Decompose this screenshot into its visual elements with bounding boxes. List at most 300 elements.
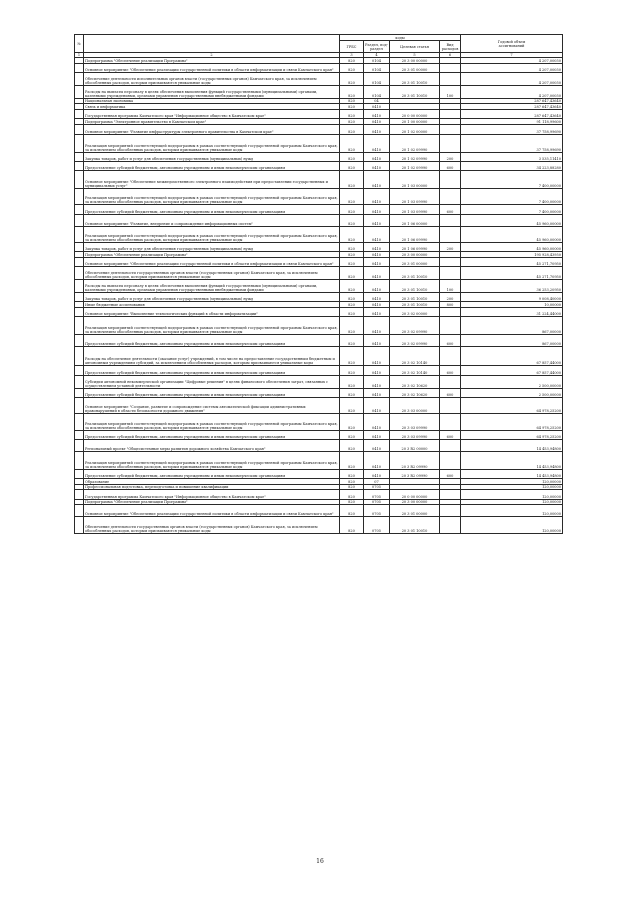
row-name: Предоставление субсидий бюджетным, автономным учреждениям и иным некоммерческим организациям bbox=[84, 161, 340, 170]
row-section: 0410 bbox=[364, 431, 390, 440]
row-grbs: 820 bbox=[340, 317, 364, 335]
row-section: 0410 bbox=[364, 214, 390, 226]
row-vid bbox=[440, 171, 461, 189]
row-vid bbox=[440, 490, 461, 499]
row-name: Реализация мероприятий соответствующей подпрограммы в рамках соответствующей государственной программы Камчатского края, за исключением обособленных расходов, которым присваиваются уникальные коды bbox=[84, 317, 340, 335]
row-section: 0104 bbox=[364, 63, 390, 72]
table-row bbox=[75, 308, 563, 317]
row-name: Закупка товаров, работ и услуг для обеспечения государственных (муниципальных) нужд bbox=[84, 152, 340, 161]
row-vid bbox=[440, 505, 461, 517]
row-name: Основное мероприятие "Создание, развитие и сопровождение системы автоматической фиксации административных правонарушений в области безопасности дорожного движения" bbox=[84, 397, 340, 414]
row-section: 0410 bbox=[364, 375, 390, 388]
row-sum: 7 400,00000 bbox=[461, 171, 563, 189]
row-target: 20 3 01 10010 bbox=[390, 280, 440, 293]
row-sum: 4 207,00050 bbox=[461, 85, 563, 98]
table-body bbox=[75, 58, 563, 534]
row-grbs: 820 bbox=[340, 205, 364, 214]
row-grbs: 820 bbox=[340, 334, 364, 346]
row-grbs: 820 bbox=[340, 397, 364, 414]
row-grbs: 820 bbox=[340, 58, 364, 64]
row-target: 20 3 02 10140 bbox=[390, 346, 440, 365]
row-number bbox=[75, 72, 84, 85]
row-section: 0104 bbox=[364, 58, 390, 64]
row-grbs: 820 bbox=[340, 171, 364, 189]
row-number bbox=[75, 63, 84, 72]
row-number bbox=[75, 280, 84, 293]
row-number bbox=[75, 205, 84, 214]
row-target: 20 3 00 00000 bbox=[390, 499, 440, 505]
row-number bbox=[75, 267, 84, 280]
row-grbs: 820 bbox=[340, 119, 364, 125]
row-section: 0410 bbox=[364, 161, 390, 170]
row-section: 0410 bbox=[364, 440, 390, 452]
row-name: Обеспечение деятельности государственных органов власти (государственных органов) Камчатского края, за исключением обособленных расходов, которым присваиваются уникальные коды bbox=[84, 517, 340, 534]
row-vid: 100 bbox=[440, 85, 461, 98]
row-target: 20 3 02 10620 bbox=[390, 375, 440, 388]
table-row bbox=[75, 431, 563, 440]
row-sum: 195 928,43950 bbox=[461, 252, 563, 258]
table-row bbox=[75, 124, 563, 134]
row-sum: 37 758,99690 bbox=[461, 135, 563, 153]
row-grbs: 820 bbox=[340, 479, 364, 485]
row-grbs: 820 bbox=[340, 226, 364, 243]
row-number bbox=[75, 308, 84, 317]
col-index: 1 bbox=[75, 53, 84, 58]
row-number bbox=[75, 375, 84, 388]
row-section: 0410 bbox=[364, 205, 390, 214]
row-number bbox=[75, 431, 84, 440]
row-section: 0410 bbox=[364, 469, 390, 478]
row-section: 0410 bbox=[364, 452, 390, 470]
row-number bbox=[75, 440, 84, 452]
row-sum: 45 271,70950 bbox=[461, 267, 563, 280]
row-target: 20 3 01 10010 bbox=[390, 72, 440, 85]
table-row bbox=[75, 317, 563, 335]
row-grbs: 820 bbox=[340, 243, 364, 252]
row-sum: 7 400,00000 bbox=[461, 188, 563, 205]
row-vid: 600 bbox=[440, 161, 461, 170]
row-target: 20 3 R2 09990 bbox=[390, 452, 440, 470]
col-number-header: № bbox=[75, 35, 84, 53]
row-section: 0410 bbox=[364, 243, 390, 252]
row-name: Связь и информатика bbox=[84, 104, 340, 110]
row-vid bbox=[440, 440, 461, 452]
row-name: Закупка товаров, работ и услуг для обеспечения государственных (муниципальных) нужд bbox=[84, 243, 340, 252]
row-target: 20 1 06 09990 bbox=[390, 243, 440, 252]
row-grbs: 820 bbox=[340, 375, 364, 388]
table-row bbox=[75, 469, 563, 478]
row-target: 20 3 02 00000 bbox=[390, 308, 440, 317]
table-row bbox=[75, 161, 563, 170]
row-sum: 120,00000 bbox=[461, 484, 563, 490]
row-section: 04 bbox=[364, 98, 390, 104]
row-section: 0410 bbox=[364, 280, 390, 293]
row-number bbox=[75, 214, 84, 226]
row-name: Расходы на выплаты персоналу в целях обеспечения выполнения функций государственными (муниципальными) органами, казенными учреждениями, органами управления государственными внебюджетными фондами bbox=[84, 280, 340, 293]
row-vid bbox=[440, 452, 461, 470]
row-section: 0410 bbox=[364, 366, 390, 375]
row-vid bbox=[440, 124, 461, 134]
row-grbs: 820 bbox=[340, 293, 364, 302]
row-target: 20 3 02 10140 bbox=[390, 366, 440, 375]
col-grbs-header: ГРБС bbox=[340, 41, 364, 53]
row-grbs: 820 bbox=[340, 98, 364, 104]
row-grbs: 820 bbox=[340, 258, 364, 267]
row-grbs: 820 bbox=[340, 346, 364, 365]
row-vid bbox=[440, 375, 461, 388]
row-vid bbox=[440, 267, 461, 280]
row-target: 20 3 01 00000 bbox=[390, 505, 440, 517]
row-vid: 600 bbox=[440, 366, 461, 375]
row-name: Основное мероприятие "Обеспечение реализации государственной политики в области информатизации и связи Камчатского края" bbox=[84, 258, 340, 267]
row-name: Реализация мероприятий соответствующей подпрограммы в рамках соответствующей государственной программы Камчатского края, за исключением обособленных расходов, которым присваиваются уникальные коды bbox=[84, 414, 340, 431]
row-section: 0104 bbox=[364, 72, 390, 85]
row-number bbox=[75, 188, 84, 205]
table-row bbox=[75, 109, 563, 118]
row-sum: 120,00000 bbox=[461, 499, 563, 505]
row-sum: 37 758,99690 bbox=[461, 124, 563, 134]
row-vid: 600 bbox=[440, 431, 461, 440]
col-index: 3 bbox=[340, 53, 364, 58]
row-grbs: 820 bbox=[340, 280, 364, 293]
row-grbs: 820 bbox=[340, 124, 364, 134]
row-grbs: 820 bbox=[340, 85, 364, 98]
row-target: 20 3 01 10010 bbox=[390, 517, 440, 534]
row-sum: 4 207,00050 bbox=[461, 58, 563, 64]
row-sum: 2 500,00000 bbox=[461, 388, 563, 397]
row-name: Национальная экономика bbox=[84, 98, 340, 104]
row-number bbox=[75, 317, 84, 335]
row-sum: 9 008,40000 bbox=[461, 293, 563, 302]
table-header bbox=[75, 35, 563, 58]
row-section: 0410 bbox=[364, 302, 390, 308]
row-number bbox=[75, 469, 84, 478]
row-vid: 600 bbox=[440, 388, 461, 397]
row-vid bbox=[440, 346, 461, 365]
row-section: 0410 bbox=[364, 308, 390, 317]
table-row bbox=[75, 280, 563, 293]
row-number bbox=[75, 85, 84, 98]
row-vid: 600 bbox=[440, 469, 461, 478]
table-row bbox=[75, 258, 563, 267]
row-sum: 120,00000 bbox=[461, 479, 563, 485]
row-target: 20 3 01 10010 bbox=[390, 302, 440, 308]
row-vid bbox=[440, 72, 461, 85]
row-number bbox=[75, 366, 84, 375]
row-grbs: 820 bbox=[340, 152, 364, 161]
row-grbs: 820 bbox=[340, 104, 364, 110]
row-sum: 120,00000 bbox=[461, 490, 563, 499]
row-sum: 45 960,00000 bbox=[461, 243, 563, 252]
row-sum: 67 857,44000 bbox=[461, 366, 563, 375]
row-grbs: 820 bbox=[340, 452, 364, 470]
row-sum: 36 253,20950 bbox=[461, 280, 563, 293]
row-grbs: 820 bbox=[340, 505, 364, 517]
row-section: 0410 bbox=[364, 397, 390, 414]
row-name: Основное мероприятие "Развитие, внедрение и сопровождение информационных систем" bbox=[84, 214, 340, 226]
row-target: 20 1 03 09990 bbox=[390, 188, 440, 205]
row-target: 20 1 03 09990 bbox=[390, 205, 440, 214]
row-vid bbox=[440, 135, 461, 153]
row-vid bbox=[440, 188, 461, 205]
row-section: 0410 bbox=[364, 258, 390, 267]
table-row bbox=[75, 397, 563, 414]
table-row bbox=[75, 243, 563, 252]
budget-table bbox=[74, 34, 563, 534]
row-target: 20 3 02 09990 bbox=[390, 317, 440, 335]
row-number bbox=[75, 226, 84, 243]
row-name: Реализация мероприятий соответствующей подпрограммы в рамках соответствующей государственной программы Камчатского края, за исключением обособленных расходов, которым присваиваются уникальные коды bbox=[84, 226, 340, 243]
row-vid: 600 bbox=[440, 205, 461, 214]
row-vid bbox=[440, 226, 461, 243]
table-row bbox=[75, 388, 563, 397]
row-sum: 64 978,25200 bbox=[461, 414, 563, 431]
row-target: 20 1 02 09990 bbox=[390, 161, 440, 170]
row-sum: 34 223,88280 bbox=[461, 161, 563, 170]
row-section: 0410 bbox=[364, 119, 390, 125]
row-grbs: 820 bbox=[340, 431, 364, 440]
row-grbs: 820 bbox=[340, 388, 364, 397]
row-number bbox=[75, 505, 84, 517]
col-index: 6 bbox=[440, 53, 461, 58]
row-sum: 287 647,43640 bbox=[461, 104, 563, 110]
row-number bbox=[75, 517, 84, 534]
row-number bbox=[75, 124, 84, 134]
row-name: Основное мероприятие "Обеспечение реализации государственной политики в области информатизации и связи Камчатского края" bbox=[84, 505, 340, 517]
row-number bbox=[75, 258, 84, 267]
row-target: 20 1 06 09990 bbox=[390, 226, 440, 243]
row-sum: 31 224,44000 bbox=[461, 308, 563, 317]
row-name: Закупка товаров, работ и услуг для обеспечения государственных (муниципальных) нужд bbox=[84, 293, 340, 302]
row-name: Подпрограмма "Обеспечение реализации Программы" bbox=[84, 58, 340, 64]
row-number bbox=[75, 161, 84, 170]
row-section: 0705 bbox=[364, 490, 390, 499]
table-row bbox=[75, 452, 563, 470]
table-row bbox=[75, 346, 563, 365]
row-name: Обеспечение деятельности государственных органов власти (государственных органов) Камчатского края, за исключением обособленных расходов, которым присваиваются уникальные коды bbox=[84, 267, 340, 280]
row-name: Реализация мероприятий соответствующей подпрограммы в рамках соответствующей государственной программы Камчатского края, за исключением обособленных расходов, которым присваиваются уникальные коды bbox=[84, 135, 340, 153]
row-grbs: 820 bbox=[340, 469, 364, 478]
row-sum: 867,00000 bbox=[461, 334, 563, 346]
row-grbs: 820 bbox=[340, 308, 364, 317]
row-grbs: 820 bbox=[340, 135, 364, 153]
row-grbs: 820 bbox=[340, 414, 364, 431]
row-target: 20 3 03 09990 bbox=[390, 414, 440, 431]
row-vid: 600 bbox=[440, 334, 461, 346]
row-grbs: 820 bbox=[340, 252, 364, 258]
row-target: 20 3 00 00000 bbox=[390, 58, 440, 64]
row-sum: 67 857,44000 bbox=[461, 346, 563, 365]
row-grbs: 820 bbox=[340, 267, 364, 280]
table-row bbox=[75, 267, 563, 280]
row-number bbox=[75, 293, 84, 302]
table-row bbox=[75, 72, 563, 85]
row-target: 20 1 06 00000 bbox=[390, 214, 440, 226]
row-number bbox=[75, 109, 84, 118]
row-name: Основное мероприятие "Обеспечение межведомственного электронного взаимодействия при предоставлении государственных и муниципальных услуг" bbox=[84, 171, 340, 189]
row-name: Реализация мероприятий соответствующей подпрограммы в рамках соответствующей государственной программы Камчатского края, за исключением обособленных расходов, которым присваиваются уникальные коды bbox=[84, 452, 340, 470]
row-name: Субсидии автономной некоммерческой организации "Цифровые решения" в целях финансового обеспечения затрат, связанных с осуществлением уставной деятельности bbox=[84, 375, 340, 388]
row-grbs: 820 bbox=[340, 366, 364, 375]
table-row bbox=[75, 366, 563, 375]
row-sum: 4 207,00050 bbox=[461, 63, 563, 72]
row-vid bbox=[440, 397, 461, 414]
row-section: 0410 bbox=[364, 188, 390, 205]
table-row bbox=[75, 214, 563, 226]
row-target: 20 3 03 00000 bbox=[390, 397, 440, 414]
row-grbs: 820 bbox=[340, 214, 364, 226]
row-section: 0410 bbox=[364, 104, 390, 110]
row-name: Иные бюджетные ассигнования bbox=[84, 302, 340, 308]
row-number bbox=[75, 388, 84, 397]
row-number bbox=[75, 452, 84, 470]
row-sum: 91 118,99600 bbox=[461, 119, 563, 125]
row-name: Предоставление субсидий бюджетным, автономным учреждениям и иным некоммерческим организациям bbox=[84, 388, 340, 397]
row-name: Основное мероприятие "Выполнение технологических функций в области информатизации" bbox=[84, 308, 340, 317]
document-page bbox=[74, 34, 562, 534]
row-target: 20 0 00 00000 bbox=[390, 109, 440, 118]
row-number bbox=[75, 414, 84, 431]
row-vid bbox=[440, 517, 461, 534]
table-row bbox=[75, 152, 563, 161]
row-sum: 10,00000 bbox=[461, 302, 563, 308]
table-row bbox=[75, 375, 563, 388]
row-section: 0410 bbox=[364, 317, 390, 335]
col-index: 4 bbox=[364, 53, 390, 58]
row-section: 0410 bbox=[364, 267, 390, 280]
row-section: 0410 bbox=[364, 135, 390, 153]
row-vid bbox=[440, 214, 461, 226]
codes-group-header: коды bbox=[340, 35, 461, 41]
row-vid: 200 bbox=[440, 152, 461, 161]
col-name-header bbox=[84, 35, 340, 53]
row-name: Основное мероприятие "Развитие инфраструктуры электронного правительства в Камчатском крае" bbox=[84, 124, 340, 134]
row-vid: 200 bbox=[440, 293, 461, 302]
row-sum: 287 647,43640 bbox=[461, 98, 563, 104]
table-row bbox=[75, 440, 563, 452]
table-row bbox=[75, 414, 563, 431]
row-vid bbox=[440, 317, 461, 335]
row-grbs: 820 bbox=[340, 440, 364, 452]
row-name: Предоставление субсидий бюджетным, автономным учреждениям и иным некоммерческим организациям bbox=[84, 334, 340, 346]
col-vid-header: Вид расходов bbox=[440, 41, 461, 53]
row-section: 0410 bbox=[364, 388, 390, 397]
row-sum: 4 207,00050 bbox=[461, 72, 563, 85]
row-sum: 14 453,94800 bbox=[461, 452, 563, 470]
row-target: 20 1 02 00000 bbox=[390, 124, 440, 134]
row-sum: 64 978,25200 bbox=[461, 397, 563, 414]
row-target: 20 3 00 00000 bbox=[390, 252, 440, 258]
row-section: 0705 bbox=[364, 484, 390, 490]
row-target: 20 1 02 09990 bbox=[390, 152, 440, 161]
row-vid bbox=[440, 109, 461, 118]
row-section: 0410 bbox=[364, 346, 390, 365]
row-section: 0410 bbox=[364, 293, 390, 302]
row-section: 0410 bbox=[364, 226, 390, 243]
row-grbs: 820 bbox=[340, 490, 364, 499]
row-number bbox=[75, 171, 84, 189]
row-name: Основное мероприятие "Обеспечение реализации государственной политики в области информатизации и связи Камчатского края" bbox=[84, 63, 340, 72]
row-sum: 7 400,00000 bbox=[461, 205, 563, 214]
table-row bbox=[75, 334, 563, 346]
row-target: 20 3 01 10010 bbox=[390, 85, 440, 98]
row-name: Подпрограмма "Обеспечение реализации Программы" bbox=[84, 252, 340, 258]
row-section: 0410 bbox=[364, 334, 390, 346]
row-sum: 120,00000 bbox=[461, 505, 563, 517]
row-section: 0410 bbox=[364, 252, 390, 258]
row-target: 20 3 02 10620 bbox=[390, 388, 440, 397]
row-vid: 200 bbox=[440, 243, 461, 252]
row-grbs: 820 bbox=[340, 161, 364, 170]
row-sum: 867,00000 bbox=[461, 317, 563, 335]
row-name: Подпрограмма "Обеспечение реализации Программы" bbox=[84, 499, 340, 505]
row-number bbox=[75, 397, 84, 414]
row-target: 20 1 02 09990 bbox=[390, 135, 440, 153]
col-index: 2 bbox=[84, 53, 340, 58]
row-name: Подпрограмма "Электронное правительство в Камчатском крае" bbox=[84, 119, 340, 125]
row-name: Образование bbox=[84, 479, 340, 485]
row-target: 20 1 00 00000 bbox=[390, 119, 440, 125]
row-name: Предоставление субсидий бюджетным, автономным учреждениям и иным некоммерческим организациям bbox=[84, 366, 340, 375]
table-row bbox=[75, 490, 563, 499]
row-target: 20 1 03 00000 bbox=[390, 171, 440, 189]
row-target: 20 3 01 00000 bbox=[390, 258, 440, 267]
row-number bbox=[75, 490, 84, 499]
row-number bbox=[75, 346, 84, 365]
row-section: 0705 bbox=[364, 499, 390, 505]
table-row bbox=[75, 171, 563, 189]
row-number bbox=[75, 152, 84, 161]
table-row bbox=[75, 226, 563, 243]
row-target: 20 3 R2 00000 bbox=[390, 440, 440, 452]
row-sum: 14 453,94800 bbox=[461, 440, 563, 452]
row-target: 20 0 00 00000 bbox=[390, 490, 440, 499]
col-annual-header: Годовой объем ассигнований bbox=[461, 35, 563, 53]
row-name: Обеспечение деятельности исполнительных органов власти (государственных органов) Камчатского края, за исключением обособленных расходов, которым присваиваются уникальные коды bbox=[84, 72, 340, 85]
row-grbs: 820 bbox=[340, 499, 364, 505]
row-name: Предоставление субсидий бюджетным, автономным учреждениям и иным некоммерческим организациям bbox=[84, 469, 340, 478]
row-sum: 45 271,70950 bbox=[461, 258, 563, 267]
row-sum: 2 500,00000 bbox=[461, 375, 563, 388]
row-sum: 120,00000 bbox=[461, 517, 563, 534]
row-section: 0410 bbox=[364, 109, 390, 118]
row-vid: 800 bbox=[440, 302, 461, 308]
row-name: Расходы на выплаты персоналу в целях обеспечения выполнения функций государственными (муниципальными) органами, казенными учреждениями, органами управления государственными внебюджетными фондами bbox=[84, 85, 340, 98]
table-row bbox=[75, 517, 563, 534]
col-index: 7 bbox=[461, 53, 563, 58]
row-number bbox=[75, 243, 84, 252]
row-name: Государственная программа Камчатского края "Информационное общество в Камчатском крае" bbox=[84, 109, 340, 118]
row-name: Профессиональная подготовка, переподготовка и повышение квалификации bbox=[84, 484, 340, 490]
row-grbs: 820 bbox=[340, 484, 364, 490]
row-sum: 287 647,43640 bbox=[461, 109, 563, 118]
row-section: 0410 bbox=[364, 414, 390, 431]
row-grbs: 820 bbox=[340, 109, 364, 118]
row-target: 20 3 R2 09990 bbox=[390, 469, 440, 478]
table-row bbox=[75, 505, 563, 517]
row-sum: 64 978,25200 bbox=[461, 431, 563, 440]
row-grbs: 820 bbox=[340, 302, 364, 308]
table-row bbox=[75, 293, 563, 302]
row-section: 0410 bbox=[364, 152, 390, 161]
row-target: 20 3 01 00000 bbox=[390, 63, 440, 72]
row-target: 20 3 02 09990 bbox=[390, 334, 440, 346]
row-vid bbox=[440, 63, 461, 72]
row-sum: 45 960,00000 bbox=[461, 226, 563, 243]
table-row bbox=[75, 188, 563, 205]
row-sum: 45 960,00000 bbox=[461, 214, 563, 226]
row-section: 0705 bbox=[364, 517, 390, 534]
